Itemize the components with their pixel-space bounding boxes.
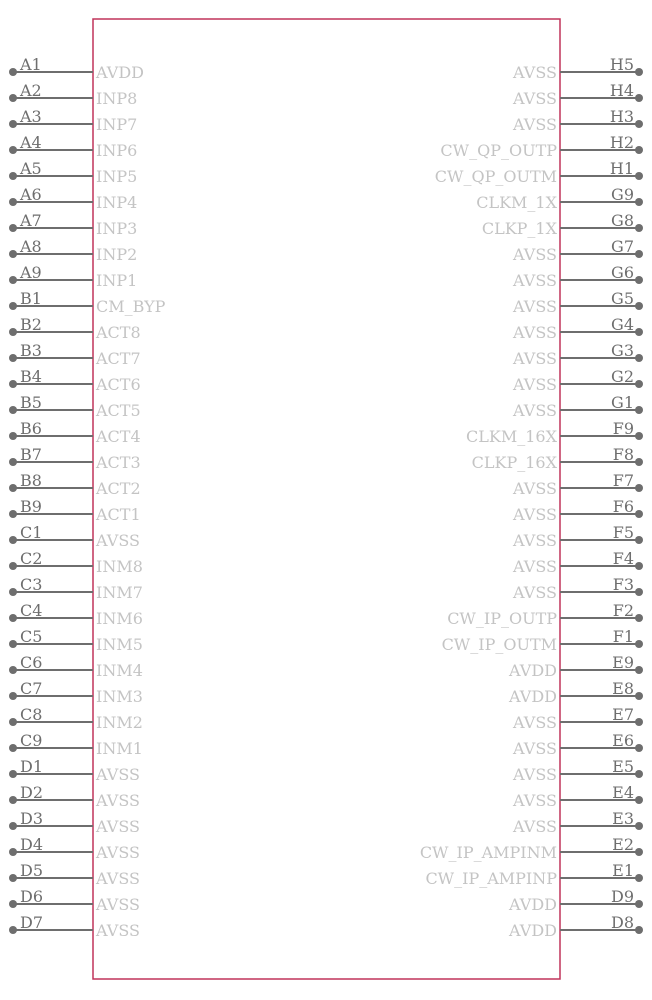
pin-row-left <box>9 81 137 108</box>
pin-terminal <box>635 354 643 362</box>
pin-terminal <box>9 94 17 102</box>
signal-name: INP4 <box>96 193 138 212</box>
pin-row-right <box>466 419 643 446</box>
pin-terminal <box>635 640 643 648</box>
pin-terminal <box>635 510 643 518</box>
pin-row-left <box>9 549 143 576</box>
signal-name: AVSS <box>96 895 140 914</box>
pin-number: H2 <box>609 133 634 152</box>
pin-terminal <box>9 536 17 544</box>
pin-terminal <box>9 380 17 388</box>
pin-row-left <box>9 783 140 810</box>
pin-terminal <box>9 614 17 622</box>
pin-terminal <box>9 172 17 180</box>
pin-row-right <box>512 757 643 784</box>
pin-row-left <box>9 471 141 498</box>
signal-name: INP8 <box>96 89 138 108</box>
pin-terminal <box>635 874 643 882</box>
pin-row-left <box>9 679 143 706</box>
pin-number: F5 <box>612 523 634 542</box>
pin-terminal <box>635 588 643 596</box>
signal-name: AVSS <box>96 817 140 836</box>
pin-number: G2 <box>611 367 634 386</box>
pin-number: C1 <box>20 523 43 542</box>
pin-number: A3 <box>20 107 42 126</box>
pin-row-right <box>447 601 643 628</box>
pin-terminal <box>635 536 643 544</box>
signal-name: AVSS <box>96 843 140 862</box>
pin-number: H1 <box>609 159 634 178</box>
pin-number: G4 <box>611 315 634 334</box>
pin-number: D8 <box>610 913 634 932</box>
pin-row-right <box>512 315 643 342</box>
signal-name: AVSS <box>96 869 140 888</box>
left-pin-group <box>9 55 166 940</box>
pin-row-left <box>9 809 140 836</box>
pin-row-right <box>442 627 643 654</box>
pin-row-right <box>482 211 643 238</box>
pin-number: D1 <box>20 757 44 776</box>
signal-name: INM5 <box>96 635 143 654</box>
signal-name: INP6 <box>96 141 138 160</box>
pin-row-right <box>512 783 643 810</box>
pin-number: F2 <box>612 601 634 620</box>
pin-number: G8 <box>611 211 634 230</box>
signal-name: INM8 <box>96 557 143 576</box>
pin-terminal <box>9 744 17 752</box>
pin-number: A2 <box>20 81 42 100</box>
pin-row-left <box>9 185 137 212</box>
pin-terminal <box>635 146 643 154</box>
pin-terminal <box>9 198 17 206</box>
pin-row-right <box>435 159 643 186</box>
pin-row-right <box>512 497 643 524</box>
pin-number: C8 <box>20 705 43 724</box>
signal-name: AVSS <box>513 531 557 550</box>
pin-row-left <box>9 419 141 446</box>
pin-number: B5 <box>20 393 42 412</box>
pin-terminal <box>9 510 17 518</box>
pin-row-right <box>420 835 643 862</box>
signal-name: AVSS <box>513 297 557 316</box>
pin-row-right <box>512 367 643 394</box>
pin-number: G6 <box>611 263 634 282</box>
pin-number: E7 <box>612 705 634 724</box>
component-body <box>93 19 560 979</box>
pin-number: F6 <box>612 497 634 516</box>
pin-row-left <box>9 445 141 472</box>
pin-row-right <box>512 289 643 316</box>
pin-row-left <box>9 237 137 264</box>
pin-row-right <box>512 731 643 758</box>
pin-number: G9 <box>611 185 634 204</box>
signal-name: CW_QP_OUTM <box>434 167 557 186</box>
signal-name: AVSS <box>96 765 140 784</box>
pin-terminal <box>9 822 17 830</box>
pin-row-right <box>512 107 643 134</box>
pin-number: C7 <box>20 679 43 698</box>
signal-name: AVSS <box>513 817 557 836</box>
pin-terminal <box>9 848 17 856</box>
signal-name: AVDD <box>96 63 144 82</box>
signal-name: CM_BYP <box>96 297 166 316</box>
pin-terminal <box>9 120 17 128</box>
signal-name: INP2 <box>96 245 138 264</box>
pin-row-left <box>9 341 141 368</box>
pin-terminal <box>635 198 643 206</box>
pin-row-right <box>512 341 643 368</box>
signal-name: AVSS <box>96 921 140 940</box>
pin-number: A5 <box>20 159 42 178</box>
signal-name: AVSS <box>96 791 140 810</box>
signal-name: INM2 <box>96 713 143 732</box>
pin-row-left <box>9 393 141 420</box>
pin-number: B3 <box>20 341 42 360</box>
signal-name: AVSS <box>513 557 557 576</box>
pin-terminal <box>9 484 17 492</box>
pin-row-left <box>9 575 143 602</box>
pin-terminal <box>9 146 17 154</box>
pin-terminal <box>9 354 17 362</box>
pin-number: G5 <box>611 289 634 308</box>
pin-number: E8 <box>612 679 634 698</box>
pin-terminal <box>635 484 643 492</box>
pin-row-left <box>9 861 140 888</box>
pin-row-right <box>472 445 643 472</box>
pin-row-right <box>512 575 643 602</box>
signal-name: CLKP_1X <box>481 219 557 238</box>
pin-terminal <box>635 94 643 102</box>
pin-row-left <box>9 367 141 394</box>
pin-terminal <box>9 666 17 674</box>
signal-name: CW_QP_OUTP <box>440 141 557 160</box>
pin-row-right <box>512 237 643 264</box>
signal-name: INM6 <box>96 609 143 628</box>
signal-name: AVSS <box>513 349 557 368</box>
signal-name: AVDD <box>509 687 557 706</box>
pin-terminal <box>635 120 643 128</box>
pin-terminal <box>635 718 643 726</box>
pin-row-right <box>512 81 643 108</box>
signal-name: ACT3 <box>96 453 141 472</box>
signal-name: AVSS <box>513 765 557 784</box>
signal-name: AVSS <box>513 791 557 810</box>
signal-name: AVSS <box>513 271 557 290</box>
pin-row-right <box>512 809 643 836</box>
pin-row-right <box>508 679 643 706</box>
pin-terminal <box>635 458 643 466</box>
pin-row-right <box>512 523 643 550</box>
signal-name: INM3 <box>96 687 143 706</box>
pin-terminal <box>635 68 643 76</box>
pin-terminal <box>9 432 17 440</box>
pin-row-left <box>9 107 137 134</box>
signal-name: AVSS <box>513 583 557 602</box>
pin-terminal <box>9 692 17 700</box>
pin-number: C9 <box>20 731 43 750</box>
signal-name: AVSS <box>513 713 557 732</box>
signal-name: ACT4 <box>96 427 141 446</box>
pin-terminal <box>635 796 643 804</box>
pin-terminal <box>9 796 17 804</box>
pin-row-left <box>9 315 141 342</box>
pin-number: G3 <box>611 341 634 360</box>
signal-name: AVSS <box>513 401 557 420</box>
pin-row-left <box>9 263 137 290</box>
signal-name: INM1 <box>96 739 143 758</box>
pin-number: A1 <box>20 55 42 74</box>
pin-row-left <box>9 627 143 654</box>
pin-row-left <box>9 731 143 758</box>
pin-number: D5 <box>20 861 44 880</box>
pin-row-right <box>440 133 643 160</box>
signal-name: AVSS <box>513 479 557 498</box>
pin-terminal <box>9 900 17 908</box>
signal-name: AVSS <box>513 245 557 264</box>
pin-number: H5 <box>609 55 634 74</box>
signal-name: INM4 <box>96 661 143 680</box>
pin-number: F4 <box>612 549 634 568</box>
pin-row-right <box>508 653 643 680</box>
signal-name: ACT6 <box>96 375 141 394</box>
signal-name: AVSS <box>513 115 557 134</box>
pin-number: E3 <box>612 809 634 828</box>
pin-terminal <box>9 718 17 726</box>
signal-name: ACT1 <box>96 505 141 524</box>
pin-row-right <box>508 887 643 914</box>
signal-name: AVDD <box>509 895 557 914</box>
signal-name: AVSS <box>513 63 557 82</box>
pin-terminal <box>635 848 643 856</box>
signal-name: CLKM_1X <box>476 193 557 212</box>
pin-row-left <box>9 159 137 186</box>
pin-terminal <box>9 770 17 778</box>
pin-terminal <box>9 588 17 596</box>
pin-number: C4 <box>20 601 43 620</box>
signal-name: AVSS <box>513 739 557 758</box>
pin-number: A9 <box>20 263 42 282</box>
pin-row-left <box>9 913 140 940</box>
pin-number: D7 <box>20 913 44 932</box>
signal-name: INM7 <box>96 583 143 602</box>
pin-number: E6 <box>612 731 634 750</box>
pin-terminal <box>9 276 17 284</box>
pin-terminal <box>635 302 643 310</box>
pin-number: C5 <box>20 627 43 646</box>
pin-terminal <box>9 328 17 336</box>
pin-terminal <box>9 224 17 232</box>
pin-terminal <box>635 328 643 336</box>
pin-number: D2 <box>20 783 44 802</box>
signal-name: CW_IP_OUTM <box>441 635 557 654</box>
pin-terminal <box>9 640 17 648</box>
pin-number: A8 <box>20 237 42 256</box>
pin-number: D3 <box>20 809 44 828</box>
pin-row-left <box>9 133 137 160</box>
pin-terminal <box>9 458 17 466</box>
pin-row-left <box>9 523 140 550</box>
pin-row-right <box>512 471 643 498</box>
signal-name: CW_IP_AMPINP <box>425 869 557 888</box>
signal-name: CW_IP_AMPINM <box>419 843 557 862</box>
pin-number: D6 <box>20 887 44 906</box>
pin-number: B9 <box>20 497 42 516</box>
pin-row-left <box>9 55 144 82</box>
pin-row-left <box>9 211 137 238</box>
pin-terminal <box>9 874 17 882</box>
signal-name: ACT8 <box>96 323 141 342</box>
pin-number: E1 <box>612 861 634 880</box>
pin-terminal <box>635 926 643 934</box>
pin-number: A7 <box>20 211 42 230</box>
signal-name: AVDD <box>509 921 557 940</box>
pin-row-left <box>9 601 143 628</box>
signal-name: ACT5 <box>96 401 141 420</box>
pin-terminal <box>635 900 643 908</box>
pin-row-right <box>512 549 643 576</box>
pin-terminal <box>635 614 643 622</box>
pin-number: F7 <box>612 471 634 490</box>
pin-number: E9 <box>612 653 634 672</box>
signal-name: AVSS <box>96 531 140 550</box>
pin-number: C3 <box>20 575 43 594</box>
pin-terminal <box>635 380 643 388</box>
pin-number: E5 <box>612 757 634 776</box>
pin-row-right <box>512 705 643 732</box>
pin-number: B7 <box>20 445 42 464</box>
signal-name: AVSS <box>513 89 557 108</box>
pin-terminal <box>635 250 643 258</box>
pin-row-left <box>9 757 140 784</box>
signal-name: INP3 <box>96 219 138 238</box>
pin-number: D9 <box>610 887 634 906</box>
signal-name: AVSS <box>513 505 557 524</box>
pin-number: G7 <box>611 237 634 256</box>
signal-name: CLKM_16X <box>466 427 557 446</box>
pin-row-right <box>512 263 643 290</box>
pin-row-left <box>9 497 141 524</box>
pin-number: H4 <box>609 81 634 100</box>
pin-row-right <box>512 393 643 420</box>
pin-row-right <box>508 913 643 940</box>
pin-terminal <box>635 562 643 570</box>
pin-row-left <box>9 705 143 732</box>
pin-number: C2 <box>20 549 43 568</box>
signal-name: INP5 <box>96 167 138 186</box>
right-pin-group <box>420 55 643 940</box>
pin-number: H3 <box>609 107 634 126</box>
pin-terminal <box>9 926 17 934</box>
pin-terminal <box>9 68 17 76</box>
signal-name: ACT7 <box>96 349 141 368</box>
pin-terminal <box>9 302 17 310</box>
pin-number: F1 <box>612 627 634 646</box>
pin-terminal <box>635 744 643 752</box>
signal-name: AVSS <box>513 375 557 394</box>
pin-number: B6 <box>20 419 42 438</box>
pin-terminal <box>9 562 17 570</box>
pin-number: F3 <box>612 575 634 594</box>
pin-number: E2 <box>612 835 634 854</box>
pin-terminal <box>635 666 643 674</box>
pin-row-left <box>9 887 140 914</box>
signal-name: INP7 <box>96 115 138 134</box>
pin-number: B4 <box>20 367 42 386</box>
pin-number: F8 <box>612 445 634 464</box>
pin-number: B1 <box>20 289 42 308</box>
pin-terminal <box>635 172 643 180</box>
pin-terminal <box>9 406 17 414</box>
pin-number: F9 <box>612 419 634 438</box>
signal-name: ACT2 <box>96 479 141 498</box>
signal-name: AVSS <box>513 323 557 342</box>
pin-terminal <box>635 406 643 414</box>
pin-terminal <box>635 276 643 284</box>
pin-number: D4 <box>20 835 44 854</box>
pin-terminal <box>635 692 643 700</box>
signal-name: CLKP_16X <box>471 453 557 472</box>
pin-number: G1 <box>611 393 634 412</box>
pin-row-right <box>512 55 643 82</box>
pin-number: C6 <box>20 653 43 672</box>
pin-terminal <box>635 224 643 232</box>
signal-name: AVDD <box>509 661 557 680</box>
pin-terminal <box>635 432 643 440</box>
pin-row-left <box>9 289 166 316</box>
pin-row-left <box>9 653 143 680</box>
pin-number: B8 <box>20 471 42 490</box>
pin-number: E4 <box>612 783 634 802</box>
pin-terminal <box>635 770 643 778</box>
pin-number: A4 <box>20 133 42 152</box>
signal-name: INP1 <box>96 271 138 290</box>
signal-name: CW_IP_OUTP <box>447 609 557 628</box>
pin-number: A6 <box>20 185 42 204</box>
pin-terminal <box>9 250 17 258</box>
pin-terminal <box>635 822 643 830</box>
pin-number: B2 <box>20 315 42 334</box>
pin-row-left <box>9 835 140 862</box>
pin-row-right <box>425 861 643 888</box>
